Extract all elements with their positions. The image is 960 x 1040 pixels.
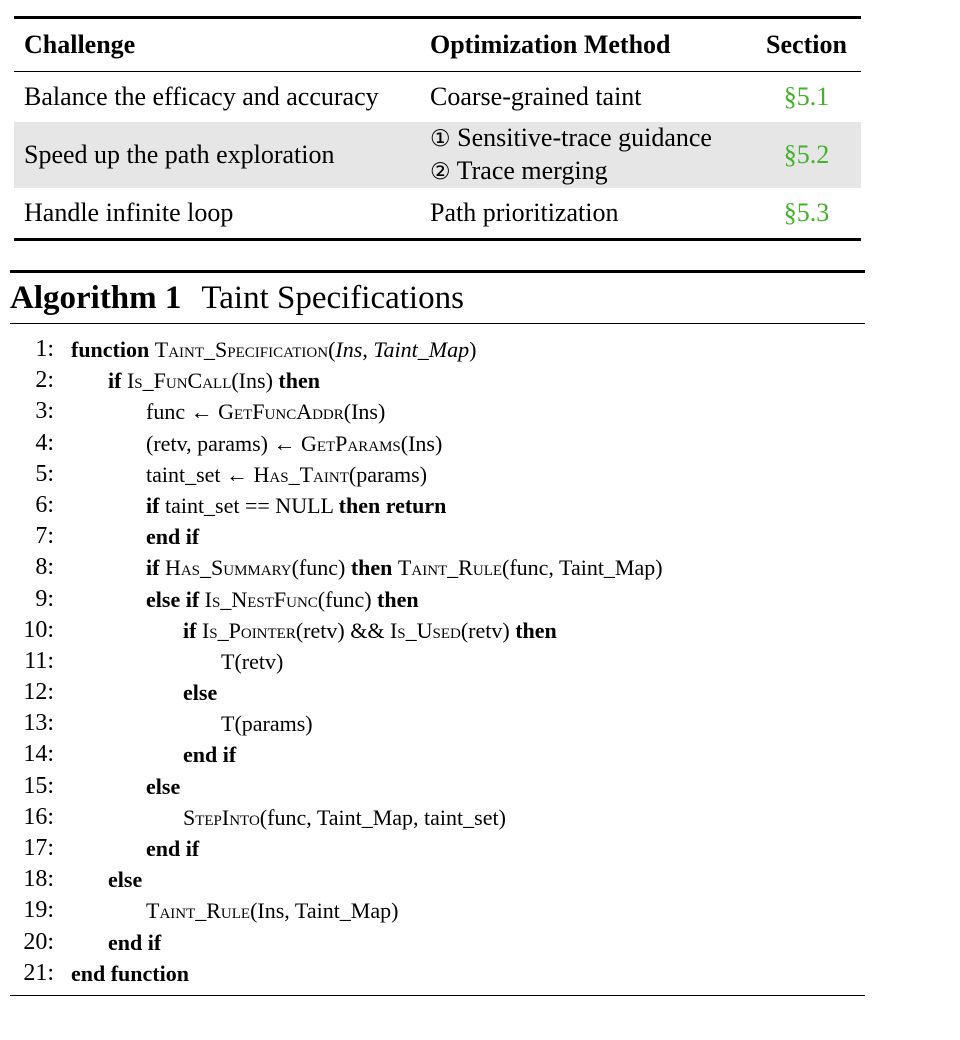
- optimization-table: [14, 16, 861, 241]
- function-name: Is_FunCall: [126, 368, 232, 394]
- line-code: [146, 459, 427, 490]
- line-number: 1:: [35, 336, 54, 362]
- keyword: if: [146, 492, 160, 518]
- line-code: [183, 615, 557, 646]
- function-name: Taint_Rule: [146, 898, 251, 924]
- algorithm-line: [10, 615, 865, 646]
- keyword: then: [278, 368, 320, 394]
- line-code: [71, 958, 189, 989]
- algorithm-line: [10, 708, 865, 739]
- algorithm-line: [10, 521, 865, 552]
- line-number: 6:: [35, 491, 54, 518]
- code-text: ,: [362, 337, 374, 362]
- section-ref: §5.1: [783, 82, 830, 111]
- algorithm-line: [10, 396, 865, 427]
- algorithm-label: Algorithm 1: [10, 280, 182, 316]
- line-number: 7:: [35, 523, 54, 550]
- line-code: [146, 490, 446, 521]
- keyword: if: [146, 555, 160, 581]
- circled-one-marker: ①: [430, 126, 451, 152]
- line-number: 21:: [23, 959, 54, 986]
- algorithm-line: [10, 365, 865, 396]
- table-row: [14, 188, 861, 240]
- function-name: Has_Summary: [164, 555, 292, 581]
- line-code: [146, 771, 180, 802]
- header-optimization-method: Optimization Method: [430, 30, 671, 59]
- function-name: GetParams: [300, 430, 401, 456]
- parameter: Ins: [335, 337, 363, 362]
- line-number: 13:: [23, 710, 54, 737]
- keyword: then: [515, 617, 557, 643]
- code-text: (func, Taint_Map): [502, 555, 663, 581]
- algorithm-line: [10, 552, 865, 583]
- table-row: [14, 72, 861, 123]
- line-code: [146, 584, 419, 615]
- keyword: if: [108, 368, 122, 394]
- line-code: [146, 552, 663, 583]
- code-text: T(retv): [221, 648, 284, 674]
- function-name: GetFuncAddr: [218, 399, 344, 425]
- line-number: 5:: [35, 460, 54, 487]
- algorithm-line: [10, 927, 865, 958]
- code-text: (: [328, 337, 336, 362]
- table-row: [14, 122, 861, 188]
- line-code: [183, 739, 236, 770]
- algorithm-line: [10, 739, 865, 770]
- code-text: (retv, params) ←: [146, 430, 301, 456]
- keyword: end if: [146, 524, 200, 550]
- section-ref: §5.2: [752, 122, 861, 188]
- algorithm-line: [10, 864, 865, 895]
- header-challenge: Challenge: [24, 30, 136, 59]
- method-item: [430, 122, 742, 155]
- keyword: then: [377, 586, 419, 612]
- algorithm-line: [10, 771, 865, 802]
- line-code: [146, 895, 398, 926]
- algorithm-line: [10, 334, 865, 365]
- line-code: [108, 927, 161, 958]
- keyword: end if: [146, 836, 200, 861]
- code-text: (params): [348, 461, 428, 487]
- line-number: 16:: [23, 803, 54, 830]
- algorithm-body: [10, 324, 865, 995]
- method-cell: [420, 122, 752, 188]
- code-text: (retv) &&: [295, 617, 390, 643]
- line-code: [183, 677, 217, 708]
- algorithm-header: [10, 273, 865, 324]
- algorithm-line: [10, 958, 865, 989]
- line-number: 2:: [35, 367, 54, 394]
- algorithm-line: [10, 833, 865, 864]
- keyword: else: [108, 867, 143, 893]
- algorithm-line: [10, 584, 865, 615]
- line-number: 12:: [23, 679, 54, 706]
- keyword: then return: [338, 492, 447, 518]
- line-code: [146, 521, 199, 552]
- line-number: 18:: [23, 866, 54, 893]
- keyword: end function: [71, 960, 189, 986]
- challenge-cell: Speed up the path exploration: [14, 122, 420, 188]
- algorithm-line: [10, 802, 865, 833]
- algorithm-line: [10, 490, 865, 521]
- line-code: [221, 646, 283, 677]
- line-number: 4:: [35, 429, 54, 456]
- challenge-cell: Balance the efficacy and accuracy: [24, 82, 379, 111]
- algorithm-line: [10, 895, 865, 926]
- code-text: ): [469, 337, 477, 362]
- line-code: [108, 864, 142, 895]
- line-code: [146, 833, 199, 864]
- keyword: if: [183, 617, 197, 643]
- keyword: else: [146, 773, 181, 799]
- line-code: [108, 365, 320, 396]
- keyword: then: [350, 555, 393, 581]
- method-cell: Coarse-grained taint: [430, 82, 642, 111]
- algorithm-line: [10, 428, 865, 459]
- line-number: 14:: [23, 741, 54, 768]
- method-item: [430, 155, 742, 188]
- keyword: function: [71, 337, 150, 362]
- algorithm-line: [10, 646, 865, 677]
- algorithm-title: Taint Specifications: [201, 280, 464, 316]
- line-number: 17:: [23, 835, 54, 861]
- code-text: (func, Taint_Map, taint_set): [259, 804, 506, 830]
- challenge-cell: Handle infinite loop: [24, 198, 234, 227]
- line-number: 3:: [35, 398, 54, 425]
- algorithm-line: [10, 459, 865, 490]
- function-name: Is_Pointer: [201, 617, 296, 643]
- code-text: (func): [291, 555, 351, 581]
- header-section: Section: [766, 30, 847, 59]
- code-text: (Ins): [400, 430, 443, 456]
- keyword: end if: [183, 742, 237, 768]
- code-text: taint_set == NULL: [159, 492, 339, 518]
- algorithm-line: [10, 677, 865, 708]
- code-text: (retv): [460, 617, 516, 643]
- code-text: (Ins): [231, 368, 279, 394]
- line-code: [183, 802, 506, 833]
- section-ref: §5.3: [783, 198, 830, 227]
- line-number: 11:: [24, 647, 54, 674]
- code-text: taint_set ←: [146, 461, 254, 487]
- algorithm-block: [10, 270, 865, 996]
- keyword: else if: [146, 586, 200, 612]
- table-header-row: [14, 18, 861, 72]
- line-number: 20:: [23, 928, 54, 955]
- line-number: 8:: [35, 554, 54, 581]
- code-text: (func): [317, 586, 378, 612]
- function-name: Taint_Specification: [154, 337, 329, 362]
- circled-two-marker: ②: [430, 159, 451, 185]
- line-number: 9:: [35, 585, 54, 612]
- line-number: 15:: [23, 772, 54, 799]
- parameter: Taint_Map: [373, 337, 470, 362]
- optimization-table-container: [14, 16, 861, 241]
- method-cell: Path prioritization: [430, 198, 619, 227]
- function-name: Taint_Rule: [397, 555, 503, 581]
- function-name: StepInto: [183, 804, 260, 830]
- code-text: (Ins): [343, 399, 386, 425]
- line-number: 19:: [23, 897, 54, 924]
- line-code: [71, 334, 476, 365]
- function-name: Is_NestFunc: [204, 586, 318, 612]
- line-number: 10:: [23, 616, 54, 643]
- code-text: func ←: [146, 399, 219, 425]
- function-name: Has_Taint: [253, 461, 349, 487]
- line-code: [221, 708, 313, 739]
- code-text: (Ins, Taint_Map): [250, 898, 399, 924]
- method-item-text: Sensitive-trace guidance: [457, 123, 712, 152]
- code-text: T(params): [221, 711, 313, 737]
- keyword: end if: [108, 929, 162, 955]
- method-item-text: Trace merging: [456, 156, 608, 185]
- keyword: else: [183, 680, 218, 706]
- line-code: [146, 428, 442, 459]
- function-name: Is_Used: [389, 617, 461, 643]
- line-code: [146, 396, 385, 427]
